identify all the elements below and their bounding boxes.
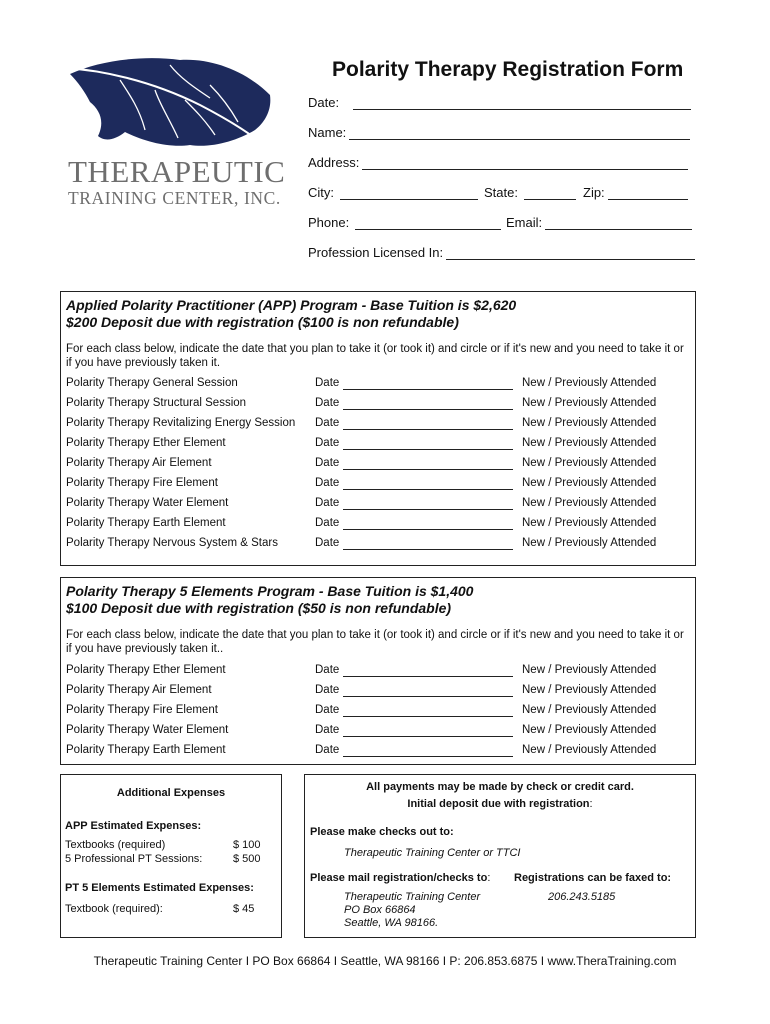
payment-info-box	[304, 774, 696, 938]
state-line[interactable]	[524, 187, 576, 200]
class-row	[66, 517, 687, 535]
class-status-options[interactable]: New / Previously Attended	[522, 724, 657, 736]
app-expenses-heading: APP Estimated Expenses:	[65, 820, 202, 832]
class-name: Polarity Therapy Fire Element	[66, 477, 218, 489]
address-field[interactable]	[308, 155, 688, 170]
email-line[interactable]	[545, 217, 692, 230]
class-status-options[interactable]: New / Previously Attended	[522, 377, 657, 389]
class-date-label: Date	[315, 704, 340, 716]
class-date-label: Date	[315, 664, 340, 676]
email-field[interactable]	[506, 215, 692, 230]
class-name: Polarity Therapy Water Element	[66, 724, 229, 736]
name-label: Name:	[308, 125, 347, 140]
pt5-program-box	[60, 577, 696, 765]
class-row	[66, 377, 687, 395]
mail-address-line3: Seattle, WA 98166.	[344, 917, 439, 929]
class-date-label: Date	[315, 517, 340, 529]
class-date-line[interactable]	[343, 489, 513, 490]
class-name: Polarity Therapy Ether Element	[66, 664, 226, 676]
class-status-options[interactable]: New / Previously Attended	[522, 437, 657, 449]
class-name: Polarity Therapy Revitalizing Energy Session	[66, 417, 296, 429]
mail-heading-colon: :	[487, 872, 491, 884]
phone-line[interactable]	[355, 217, 501, 230]
checks-payee: Therapeutic Training Center or TTCI	[344, 847, 521, 859]
class-date-label: Date	[315, 457, 340, 469]
app-heading-deposit: $200 Deposit due with registration ($100 is non refundable)	[66, 314, 459, 330]
date-field[interactable]	[308, 95, 691, 110]
class-date-line[interactable]	[343, 409, 513, 410]
class-name: Polarity Therapy Air Element	[66, 684, 212, 696]
fax-number: 206.243.5185	[548, 891, 616, 903]
class-status-options[interactable]: New / Previously Attended	[522, 457, 657, 469]
city-field[interactable]	[308, 185, 478, 200]
date-label: Date:	[308, 95, 340, 110]
phone-field[interactable]	[308, 215, 501, 230]
app-heading-tuition: Applied Polarity Practitioner (APP) Program - Base Tuition is $2,620	[66, 297, 517, 313]
class-date-line[interactable]	[343, 509, 513, 510]
expense-item-amount: $ 500	[233, 853, 261, 865]
zip-line[interactable]	[608, 187, 688, 200]
checks-heading: Please make checks out to:	[310, 826, 454, 838]
class-date-line[interactable]	[343, 736, 513, 737]
company-logo	[60, 50, 286, 220]
class-name: Polarity Therapy Air Element	[66, 457, 212, 469]
deposit-note-colon: :	[589, 798, 593, 810]
expense-item-label: 5 Professional PT Sessions:	[65, 853, 203, 865]
class-status-options[interactable]: New / Previously Attended	[522, 517, 657, 529]
class-row	[66, 497, 687, 515]
deposit-note	[305, 798, 695, 810]
zip-field[interactable]	[583, 185, 688, 200]
class-status-options[interactable]: New / Previously Attended	[522, 417, 657, 429]
expense-item-amount: $ 45	[233, 903, 255, 915]
class-date-label: Date	[315, 744, 340, 756]
city-label: City:	[308, 185, 334, 200]
state-label: State:	[484, 185, 518, 200]
class-row	[66, 457, 687, 475]
mail-heading	[310, 872, 490, 884]
profession-field[interactable]	[308, 245, 695, 260]
logo-name: THERAPEUTIC	[68, 154, 286, 189]
deposit-note-text: Initial deposit due with registration	[407, 798, 590, 810]
class-status-options[interactable]: New / Previously Attended	[522, 684, 657, 696]
class-status-options[interactable]: New / Previously Attended	[522, 497, 657, 509]
class-status-options[interactable]: New / Previously Attended	[522, 537, 657, 549]
state-field[interactable]	[484, 185, 576, 200]
class-name: Polarity Therapy Earth Element	[66, 517, 226, 529]
class-date-line[interactable]	[343, 549, 513, 550]
email-label: Email:	[506, 215, 543, 230]
page-title: Polarity Therapy Registration Form	[332, 58, 684, 81]
class-status-options[interactable]: New / Previously Attended	[522, 397, 657, 409]
class-status-options[interactable]: New / Previously Attended	[522, 477, 657, 489]
leaf-icon	[60, 50, 275, 155]
class-row	[66, 724, 687, 742]
footer-contact: Therapeutic Training Center I PO Box 66864 I Seattle, WA 98166 I P: 206.853.6875 I www.TheraTraining.com	[93, 954, 677, 968]
name-line[interactable]	[349, 127, 690, 140]
class-date-line[interactable]	[343, 716, 513, 717]
class-row	[66, 437, 687, 455]
address-line[interactable]	[362, 157, 688, 170]
zip-label: Zip:	[583, 185, 605, 200]
class-date-label: Date	[315, 497, 340, 509]
payment-methods-note: All payments may be made by check or credit card.	[366, 781, 634, 793]
class-name: Polarity Therapy Earth Element	[66, 744, 226, 756]
class-date-label: Date	[315, 377, 340, 389]
pt5-heading-deposit: $100 Deposit due with registration ($50 is non refundable)	[66, 600, 452, 616]
class-name: Polarity Therapy Ether Element	[66, 437, 226, 449]
class-row	[66, 397, 687, 415]
class-date-label: Date	[315, 537, 340, 549]
expenses-title: Additional Expenses	[116, 787, 226, 799]
app-program-box	[60, 291, 696, 566]
class-date-line[interactable]	[343, 676, 513, 677]
class-name: Polarity Therapy Nervous System & Stars	[66, 537, 278, 549]
mail-heading-text: Please mail registration/checks to	[310, 872, 488, 884]
class-date-label: Date	[315, 724, 340, 736]
app-instructions: For each class below, indicate the date that you plan to take it (or took it) and circle or if it's new and you need to take it or if you have previously taken it.	[66, 343, 684, 369]
class-name: Polarity Therapy Fire Element	[66, 704, 218, 716]
date-line[interactable]	[353, 97, 691, 110]
expense-item-label: Textbooks (required)	[65, 839, 166, 851]
class-date-label: Date	[315, 437, 340, 449]
class-row	[66, 664, 687, 682]
city-line[interactable]	[340, 187, 478, 200]
class-date-line[interactable]	[343, 449, 513, 450]
logo-subtitle: TRAINING CENTER, INC.	[68, 188, 281, 208]
class-row	[66, 684, 687, 702]
class-date-line[interactable]	[343, 429, 513, 430]
class-row	[66, 537, 687, 555]
class-date-line[interactable]	[343, 469, 513, 470]
class-status-options[interactable]: New / Previously Attended	[522, 704, 657, 716]
class-name: Polarity Therapy Structural Session	[66, 397, 247, 409]
class-name: Polarity Therapy General Session	[66, 377, 238, 389]
class-date-label: Date	[315, 397, 340, 409]
additional-expenses-box	[60, 774, 282, 938]
profession-line[interactable]	[446, 247, 695, 260]
class-date-label: Date	[315, 477, 340, 489]
fax-heading: Registrations can be faxed to:	[514, 872, 672, 884]
class-row	[66, 477, 687, 495]
class-row	[66, 417, 687, 435]
expense-item-label: Textbook (required):	[65, 903, 163, 915]
class-status-options[interactable]: New / Previously Attended	[522, 664, 657, 676]
phone-label: Phone:	[308, 215, 350, 230]
class-date-line[interactable]	[343, 529, 513, 530]
class-date-label: Date	[315, 684, 340, 696]
profession-label: Profession Licensed In:	[308, 245, 444, 260]
mail-address-line2: PO Box 66864	[344, 904, 416, 916]
pt5-heading-tuition: Polarity Therapy 5 Elements Program - Base Tuition is $1,400	[66, 583, 474, 599]
name-field[interactable]	[308, 125, 690, 140]
pt5-expenses-heading: PT 5 Elements Estimated Expenses:	[65, 882, 254, 894]
class-date-label: Date	[315, 417, 340, 429]
class-row	[66, 704, 687, 722]
class-date-line[interactable]	[343, 696, 513, 697]
expense-item-amount: $ 100	[233, 839, 261, 851]
pt5-instructions: For each class below, indicate the date that you plan to take it (or took it) and circle or if it's new and you need to take it or if you have previously taken it..	[66, 629, 684, 655]
class-date-line[interactable]	[343, 389, 513, 390]
class-status-options[interactable]: New / Previously Attended	[522, 744, 657, 756]
class-name: Polarity Therapy Water Element	[66, 497, 229, 509]
address-label: Address:	[308, 155, 360, 170]
mail-address-line1: Therapeutic Training Center	[344, 891, 481, 903]
class-row	[66, 744, 687, 762]
class-date-line[interactable]	[343, 756, 513, 757]
